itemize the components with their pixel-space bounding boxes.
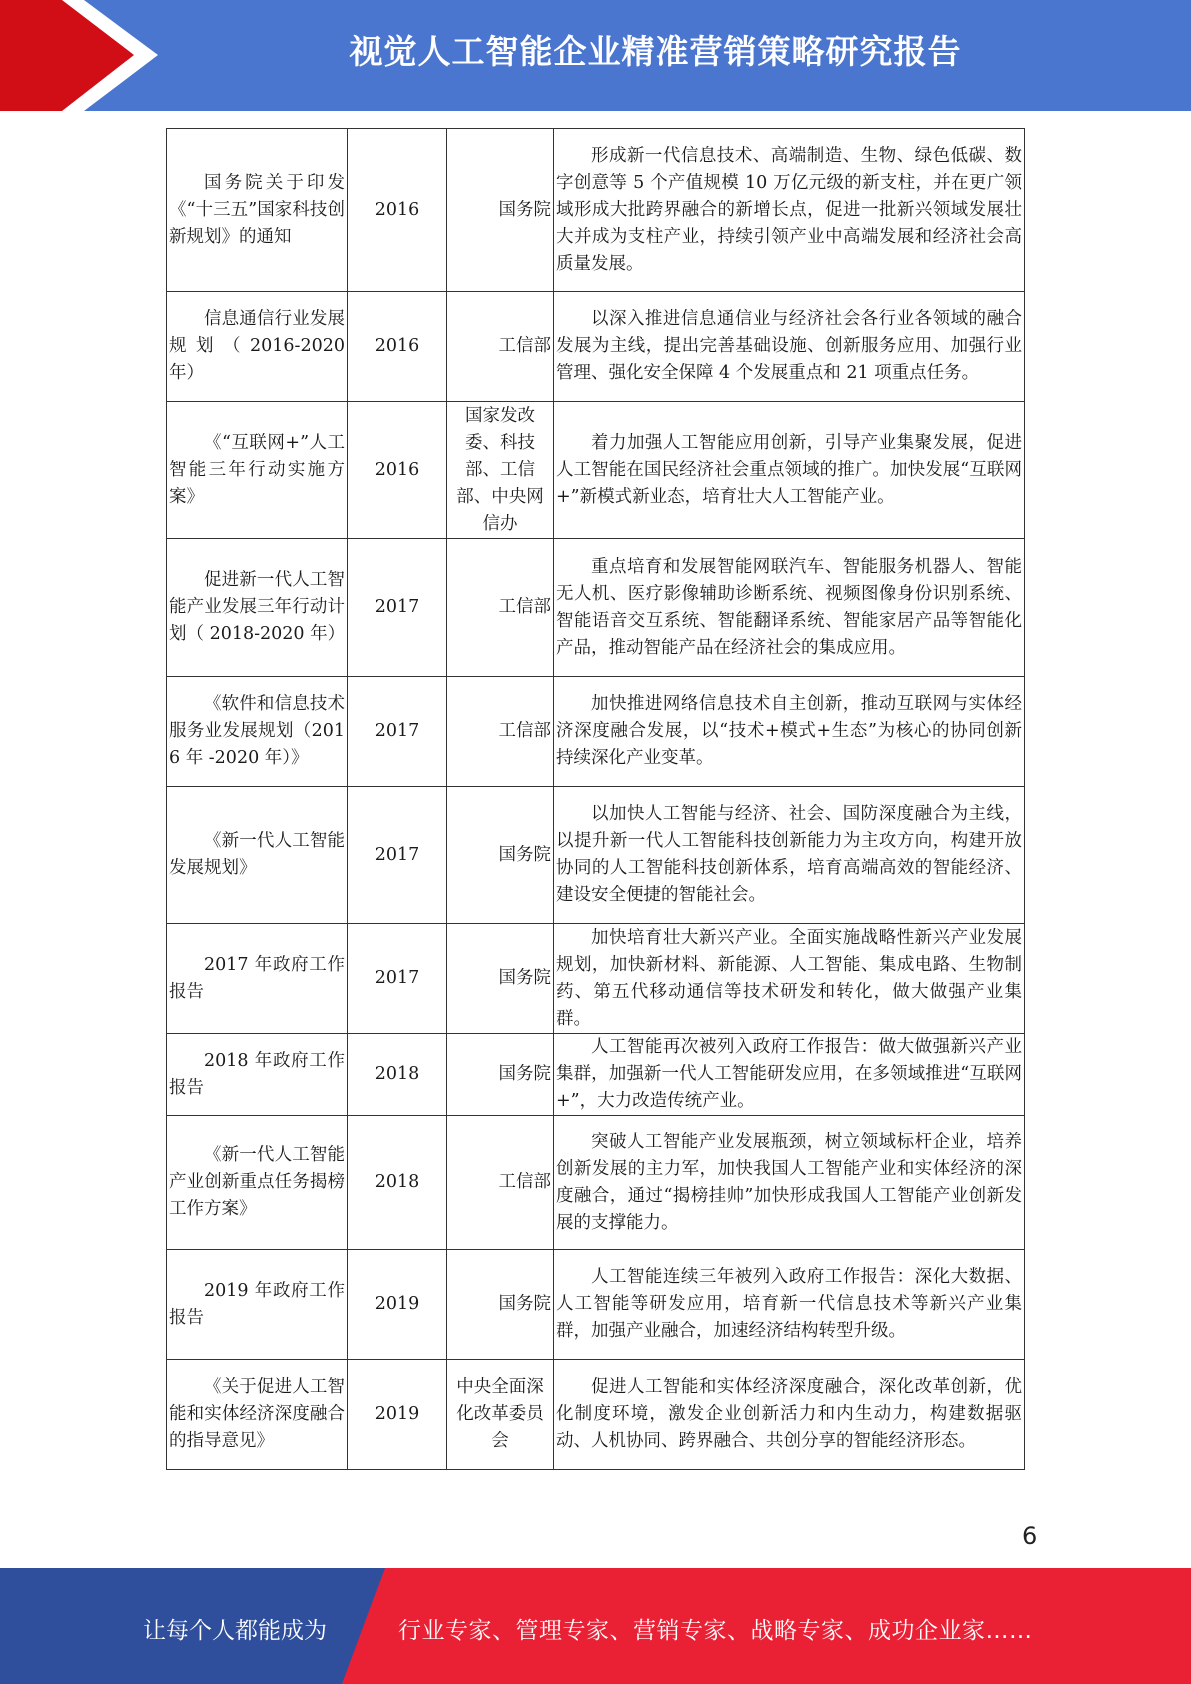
policy-name: 《软件和信息技术服务业发展规划（2016 年 -2020 年）》 <box>167 677 348 787</box>
policy-dept: 中央全面深化改革委员会 <box>447 1360 554 1470</box>
policy-name: 国务院关于印发《“十三五”国家科技创新规划》的通知 <box>167 129 348 292</box>
policy-desc: 以深入推进信息通信业与经济社会各行业各领域的融合发展为主线，提出完善基础设施、创新服务应用、加强行业管理、强化安全保障 4 个发展重点和 21 项重点任务。 <box>554 292 1025 402</box>
table-row <box>167 129 1025 292</box>
table-row <box>167 1250 1025 1360</box>
policy-desc: 加快推进网络信息技术自主创新，推动互联网与实体经济深度融合发展，以“技术+模式+生态”为核心的协同创新持续深化产业变革。 <box>554 677 1025 787</box>
policy-desc: 促进人工智能和实体经济深度融合，深化改革创新，优化制度环境，激发企业创新活力和内生动力，构建数据驱动、人机协同、跨界融合、共创分享的智能经济形态。 <box>554 1360 1025 1470</box>
policy-year: 2016 <box>348 292 447 402</box>
policy-year: 2018 <box>348 1116 447 1250</box>
policy-dept: 工信部 <box>447 677 554 787</box>
policy-dept: 国务院 <box>447 129 554 292</box>
table-row <box>167 539 1025 677</box>
policy-desc: 着力加强人工智能应用创新，引导产业集聚发展，促进人工智能在国民经济社会重点领域的推广。加快发展“互联网+”新模式新业态，培育壮大人工智能产业。 <box>554 402 1025 539</box>
table-row <box>167 677 1025 787</box>
report-title: 视觉人工智能企业精准营销策略研究报告 <box>349 32 962 71</box>
policy-desc: 加快培育壮大新兴产业。全面实施战略性新兴产业发展规划，加快新材料、新能源、人工智能、集成电路、生物制药、第五代移动通信等技术研发和转化，做大做强产业集群。 <box>554 924 1025 1034</box>
policy-dept: 国务院 <box>447 787 554 924</box>
table-row <box>167 787 1025 924</box>
policy-desc: 以加快人工智能与经济、社会、国防深度融合为主线，以提升新一代人工智能科技创新能力为主攻方向，构建开放协同的人工智能科技创新体系，培育高端高效的智能经济、建设安全便捷的智能社会。 <box>554 787 1025 924</box>
policy-dept: 国务院 <box>447 1034 554 1116</box>
policy-name: 《关于促进人工智能和实体经济深度融合的指导意见》 <box>167 1360 348 1470</box>
header-banner <box>0 0 1191 111</box>
policy-year: 2016 <box>348 402 447 539</box>
policy-desc: 形成新一代信息技术、高端制造、生物、绿色低碳、数字创意等 5 个产值规模 10 万亿元级的新支柱，并在更广领域形成大批跨界融合的新增长点，促进一批新兴领域发展壮大并成为支柱产业，持续引领产业中高端发展和经济社会高质量发展。 <box>554 129 1025 292</box>
policy-dept: 工信部 <box>447 292 554 402</box>
policy-year: 2017 <box>348 787 447 924</box>
policy-desc: 人工智能再次被列入政府工作报告：做大做强新兴产业集群，加强新一代人工智能研发应用，在多领域推进“互联网+”，大力改造传统产业。 <box>554 1034 1025 1116</box>
table-row <box>167 924 1025 1034</box>
policy-desc: 突破人工智能产业发展瓶颈，树立领域标杆企业，培养创新发展的主力军，加快我国人工智能产业和实体经济的深度融合，通过“揭榜挂帅”加快形成我国人工智能产业创新发展的支撑能力。 <box>554 1116 1025 1250</box>
footer-slogan-left: 让每个人都能成为 <box>143 1618 327 1644</box>
policy-year: 2019 <box>348 1250 447 1360</box>
policy-year: 2018 <box>348 1034 447 1116</box>
table-row <box>167 402 1025 539</box>
policy-year: 2016 <box>348 129 447 292</box>
footer-slogan-right: 行业专家、管理专家、营销专家、战略专家、成功企业家…… <box>398 1618 1033 1644</box>
policy-dept: 工信部 <box>447 539 554 677</box>
policy-name: 2018 年政府工作报告 <box>167 1034 348 1116</box>
page-number: 6 <box>1022 1522 1038 1550</box>
policy-year: 2017 <box>348 677 447 787</box>
policy-year: 2019 <box>348 1360 447 1470</box>
policy-desc: 人工智能连续三年被列入政府工作报告：深化大数据、人工智能等研发应用，培育新一代信息技术等新兴产业集群，加强产业融合，加速经济结构转型升级。 <box>554 1250 1025 1360</box>
table-row <box>167 292 1025 402</box>
policy-name: 促进新一代人工智能产业发展三年行动计划（ 2018-2020 年） <box>167 539 348 677</box>
policy-name: 2017 年政府工作报告 <box>167 924 348 1034</box>
table-row <box>167 1360 1025 1470</box>
policy-table <box>166 128 1025 1470</box>
policy-dept: 国家发改委、科技部、工信部、中央网信办 <box>447 402 554 539</box>
footer-banner <box>0 1568 1191 1684</box>
policy-name: 2019 年政府工作报告 <box>167 1250 348 1360</box>
policy-dept: 国务院 <box>447 1250 554 1360</box>
table-row <box>167 1034 1025 1116</box>
policy-year: 2017 <box>348 539 447 677</box>
policy-desc: 重点培育和发展智能网联汽车、智能服务机器人、智能无人机、医疗影像辅助诊断系统、视频图像身份识别系统、智能语音交互系统、智能翻译系统、智能家居产品等智能化产品，推动智能产品在经济社会的集成应用。 <box>554 539 1025 677</box>
policy-year: 2017 <box>348 924 447 1034</box>
policy-name: 《新一代人工智能产业创新重点任务揭榜工作方案》 <box>167 1116 348 1250</box>
policy-dept: 国务院 <box>447 924 554 1034</box>
policy-name: 《新一代人工智能发展规划》 <box>167 787 348 924</box>
table-row <box>167 1116 1025 1250</box>
policy-dept: 工信部 <box>447 1116 554 1250</box>
policy-name: 《“互联网+”人工智能三年行动实施方案》 <box>167 402 348 539</box>
header-red-arrow <box>0 0 150 111</box>
policy-name: 信息通信行业发展规划（2016-2020 年） <box>167 292 348 402</box>
